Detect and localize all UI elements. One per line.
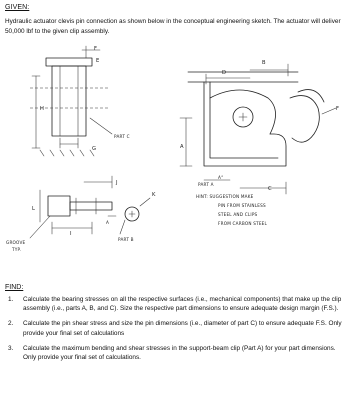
find-item-text: Calculate the bearing stresses on all the respective surfaces (i.e., mechanical components) that make up the clip assembly (i.e., parts A, B, and C). Size the respective part dimensions to ensure adequate design margin (F.S.).: [23, 296, 342, 313]
label-c: C: [268, 186, 272, 192]
find-item-text: Calculate the maximum bending and shear stresses in the support-beam clip (Part A) for your part dimensions. Only provide your final set of calculations.: [23, 344, 336, 362]
find-item: [5, 295, 345, 313]
label-part-a: PART A: [198, 182, 214, 187]
label-part-b: PART B: [118, 237, 134, 242]
given-heading: GIVEN:: [5, 4, 30, 11]
hint-line-2: PIN FROM STAINLESS: [218, 203, 266, 208]
label-i: I: [70, 231, 72, 237]
find-item-number: 3.: [8, 344, 14, 352]
label-groove: GROOVE: [6, 240, 26, 245]
label-f-right: F: [336, 106, 340, 112]
engineering-sketch: [0, 38, 350, 278]
label-f-left: F: [94, 46, 98, 52]
given-description: Hydraulic actuator clevis pin connection as shown below in the conceptual engineering sketch. The actuator will deliver 50,000 lbf to the given clip assembly.: [5, 18, 341, 35]
label-a-bottom: A°: [218, 175, 224, 180]
find-item-text: Calculate the pin shear stress and size the pin dimensions (i.e., diameter of part C) to ensure adequate F.S. Only provide your final set of calculations: [23, 320, 342, 337]
label-part-c: PART C: [114, 134, 130, 139]
find-item-number: 2.: [8, 320, 14, 328]
label-j: J: [116, 180, 118, 186]
pin-front-view: [30, 46, 112, 156]
find-item: [5, 319, 345, 337]
label-a-side: A: [180, 144, 184, 150]
label-d: D: [222, 70, 227, 76]
label-g: G: [92, 146, 97, 152]
label-b: B: [262, 60, 266, 66]
find-item-number: 1.: [8, 296, 14, 303]
label-typ: TYP.: [12, 247, 22, 252]
label-h: H: [40, 106, 45, 112]
hint-line-3: STEEL AND CLIPS: [218, 212, 258, 217]
find-list: [5, 295, 345, 368]
hint-line-1: HINT: SUGGESTION MAKE: [196, 194, 254, 199]
label-a-small: A: [106, 220, 110, 225]
hint-line-4: FROM CARBON STEEL: [218, 221, 268, 226]
label-e: E: [96, 58, 100, 64]
find-heading: FIND:: [5, 284, 24, 291]
pin-side-view: [30, 176, 150, 238]
label-l: L: [32, 206, 36, 212]
find-item: [5, 344, 345, 362]
clip-assembly-view: [180, 64, 336, 194]
label-k: K: [152, 192, 156, 198]
